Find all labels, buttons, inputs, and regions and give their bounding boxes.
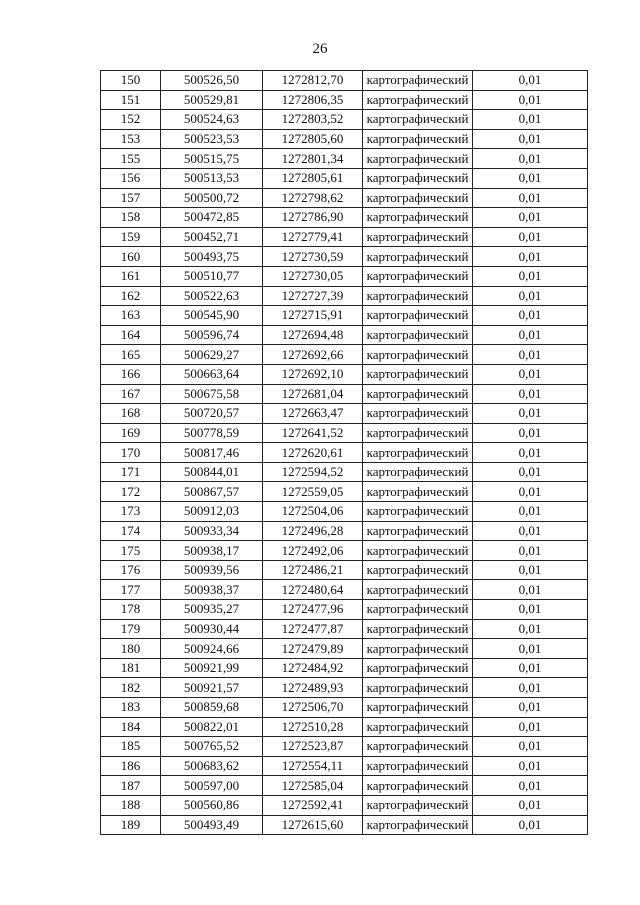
point-number-cell: 164 xyxy=(101,325,161,345)
x-coordinate-cell: 500452,71 xyxy=(161,227,263,247)
point-number-cell: 184 xyxy=(101,717,161,737)
y-coordinate-cell: 1272506,70 xyxy=(263,698,363,718)
y-coordinate-cell: 1272620,61 xyxy=(263,443,363,463)
y-coordinate-cell: 1272803,52 xyxy=(263,110,363,130)
method-cell: картографический xyxy=(363,306,473,326)
method-cell: картографический xyxy=(363,188,473,208)
x-coordinate-cell: 500921,57 xyxy=(161,678,263,698)
point-number-cell: 188 xyxy=(101,795,161,815)
point-number-cell: 165 xyxy=(101,345,161,365)
table-row xyxy=(101,345,588,365)
point-number-cell: 180 xyxy=(101,639,161,659)
point-number-cell: 176 xyxy=(101,560,161,580)
x-coordinate-cell: 500935,27 xyxy=(161,600,263,620)
x-coordinate-cell: 500629,27 xyxy=(161,345,263,365)
table-row xyxy=(101,756,588,776)
point-number-cell: 187 xyxy=(101,776,161,796)
y-coordinate-cell: 1272692,66 xyxy=(263,345,363,365)
method-cell: картографический xyxy=(363,737,473,757)
method-cell: картографический xyxy=(363,698,473,718)
x-coordinate-cell: 500522,63 xyxy=(161,286,263,306)
accuracy-cell: 0,01 xyxy=(473,502,588,522)
y-coordinate-cell: 1272510,28 xyxy=(263,717,363,737)
y-coordinate-cell: 1272730,59 xyxy=(263,247,363,267)
method-cell: картографический xyxy=(363,717,473,737)
y-coordinate-cell: 1272592,41 xyxy=(263,795,363,815)
method-cell: картографический xyxy=(363,71,473,91)
point-number-cell: 172 xyxy=(101,482,161,502)
y-coordinate-cell: 1272554,11 xyxy=(263,756,363,776)
point-number-cell: 168 xyxy=(101,404,161,424)
x-coordinate-cell: 500720,57 xyxy=(161,404,263,424)
y-coordinate-cell: 1272523,87 xyxy=(263,737,363,757)
y-coordinate-cell: 1272479,89 xyxy=(263,639,363,659)
table-row xyxy=(101,658,588,678)
y-coordinate-cell: 1272801,34 xyxy=(263,149,363,169)
x-coordinate-cell: 500596,74 xyxy=(161,325,263,345)
accuracy-cell: 0,01 xyxy=(473,795,588,815)
y-coordinate-cell: 1272812,70 xyxy=(263,71,363,91)
accuracy-cell: 0,01 xyxy=(473,286,588,306)
method-cell: картографический xyxy=(363,462,473,482)
accuracy-cell: 0,01 xyxy=(473,129,588,149)
point-number-cell: 163 xyxy=(101,306,161,326)
x-coordinate-cell: 500560,86 xyxy=(161,795,263,815)
y-coordinate-cell: 1272480,64 xyxy=(263,580,363,600)
point-number-cell: 156 xyxy=(101,168,161,188)
point-number-cell: 181 xyxy=(101,658,161,678)
table-row xyxy=(101,580,588,600)
method-cell: картографический xyxy=(363,345,473,365)
accuracy-cell: 0,01 xyxy=(473,423,588,443)
method-cell: картографический xyxy=(363,560,473,580)
x-coordinate-cell: 500822,01 xyxy=(161,717,263,737)
x-coordinate-cell: 500938,37 xyxy=(161,580,263,600)
accuracy-cell: 0,01 xyxy=(473,325,588,345)
point-number-cell: 150 xyxy=(101,71,161,91)
y-coordinate-cell: 1272805,61 xyxy=(263,168,363,188)
y-coordinate-cell: 1272477,96 xyxy=(263,600,363,620)
accuracy-cell: 0,01 xyxy=(473,168,588,188)
table-row xyxy=(101,129,588,149)
method-cell: картографический xyxy=(363,482,473,502)
x-coordinate-cell: 500597,00 xyxy=(161,776,263,796)
point-number-cell: 185 xyxy=(101,737,161,757)
point-number-cell: 158 xyxy=(101,208,161,228)
point-number-cell: 175 xyxy=(101,541,161,561)
x-coordinate-cell: 500515,75 xyxy=(161,149,263,169)
table-row xyxy=(101,423,588,443)
table-row xyxy=(101,286,588,306)
coordinates-table xyxy=(100,70,588,835)
x-coordinate-cell: 500510,77 xyxy=(161,266,263,286)
x-coordinate-cell: 500924,66 xyxy=(161,639,263,659)
method-cell: картографический xyxy=(363,129,473,149)
table-row xyxy=(101,482,588,502)
x-coordinate-cell: 500500,72 xyxy=(161,188,263,208)
y-coordinate-cell: 1272486,21 xyxy=(263,560,363,580)
x-coordinate-cell: 500675,58 xyxy=(161,384,263,404)
accuracy-cell: 0,01 xyxy=(473,600,588,620)
y-coordinate-cell: 1272489,93 xyxy=(263,678,363,698)
y-coordinate-cell: 1272694,48 xyxy=(263,325,363,345)
x-coordinate-cell: 500939,56 xyxy=(161,560,263,580)
point-number-cell: 182 xyxy=(101,678,161,698)
y-coordinate-cell: 1272484,92 xyxy=(263,658,363,678)
point-number-cell: 171 xyxy=(101,462,161,482)
x-coordinate-cell: 500765,52 xyxy=(161,737,263,757)
point-number-cell: 177 xyxy=(101,580,161,600)
accuracy-cell: 0,01 xyxy=(473,482,588,502)
point-number-cell: 186 xyxy=(101,756,161,776)
table-row xyxy=(101,149,588,169)
y-coordinate-cell: 1272492,06 xyxy=(263,541,363,561)
x-coordinate-cell: 500523,53 xyxy=(161,129,263,149)
y-coordinate-cell: 1272594,52 xyxy=(263,462,363,482)
x-coordinate-cell: 500663,64 xyxy=(161,364,263,384)
point-number-cell: 159 xyxy=(101,227,161,247)
y-coordinate-cell: 1272692,10 xyxy=(263,364,363,384)
table-row xyxy=(101,717,588,737)
y-coordinate-cell: 1272504,06 xyxy=(263,502,363,522)
method-cell: картографический xyxy=(363,110,473,130)
accuracy-cell: 0,01 xyxy=(473,580,588,600)
accuracy-cell: 0,01 xyxy=(473,717,588,737)
table-row xyxy=(101,560,588,580)
accuracy-cell: 0,01 xyxy=(473,266,588,286)
table-row xyxy=(101,737,588,757)
table-row xyxy=(101,698,588,718)
accuracy-cell: 0,01 xyxy=(473,619,588,639)
table-row xyxy=(101,90,588,110)
method-cell: картографический xyxy=(363,247,473,267)
y-coordinate-cell: 1272806,35 xyxy=(263,90,363,110)
method-cell: картографический xyxy=(363,600,473,620)
accuracy-cell: 0,01 xyxy=(473,110,588,130)
accuracy-cell: 0,01 xyxy=(473,208,588,228)
method-cell: картографический xyxy=(363,364,473,384)
table-row xyxy=(101,188,588,208)
method-cell: картографический xyxy=(363,208,473,228)
table-row xyxy=(101,306,588,326)
x-coordinate-cell: 500844,01 xyxy=(161,462,263,482)
table-row xyxy=(101,71,588,91)
method-cell: картографический xyxy=(363,227,473,247)
point-number-cell: 178 xyxy=(101,600,161,620)
table-row xyxy=(101,325,588,345)
table-row xyxy=(101,247,588,267)
method-cell: картографический xyxy=(363,580,473,600)
table-row xyxy=(101,462,588,482)
accuracy-cell: 0,01 xyxy=(473,345,588,365)
table-row xyxy=(101,443,588,463)
y-coordinate-cell: 1272730,05 xyxy=(263,266,363,286)
method-cell: картографический xyxy=(363,90,473,110)
page-number: 26 xyxy=(312,41,328,57)
table-row xyxy=(101,110,588,130)
accuracy-cell: 0,01 xyxy=(473,737,588,757)
point-number-cell: 174 xyxy=(101,521,161,541)
method-cell: картографический xyxy=(363,756,473,776)
accuracy-cell: 0,01 xyxy=(473,639,588,659)
point-number-cell: 166 xyxy=(101,364,161,384)
table-row xyxy=(101,502,588,522)
x-coordinate-cell: 500921,99 xyxy=(161,658,263,678)
accuracy-cell: 0,01 xyxy=(473,188,588,208)
x-coordinate-cell: 500493,49 xyxy=(161,815,263,835)
point-number-cell: 152 xyxy=(101,110,161,130)
accuracy-cell: 0,01 xyxy=(473,776,588,796)
y-coordinate-cell: 1272786,90 xyxy=(263,208,363,228)
x-coordinate-cell: 500817,46 xyxy=(161,443,263,463)
point-number-cell: 161 xyxy=(101,266,161,286)
y-coordinate-cell: 1272715,91 xyxy=(263,306,363,326)
method-cell: картографический xyxy=(363,502,473,522)
x-coordinate-cell: 500867,57 xyxy=(161,482,263,502)
point-number-cell: 167 xyxy=(101,384,161,404)
table-row xyxy=(101,168,588,188)
table-row xyxy=(101,227,588,247)
table-row xyxy=(101,600,588,620)
point-number-cell: 155 xyxy=(101,149,161,169)
x-coordinate-cell: 500513,53 xyxy=(161,168,263,188)
y-coordinate-cell: 1272559,05 xyxy=(263,482,363,502)
point-number-cell: 169 xyxy=(101,423,161,443)
y-coordinate-cell: 1272798,62 xyxy=(263,188,363,208)
accuracy-cell: 0,01 xyxy=(473,384,588,404)
table-row xyxy=(101,795,588,815)
coordinates-table-body xyxy=(101,71,588,835)
accuracy-cell: 0,01 xyxy=(473,541,588,561)
table-row xyxy=(101,776,588,796)
y-coordinate-cell: 1272496,28 xyxy=(263,521,363,541)
point-number-cell: 170 xyxy=(101,443,161,463)
method-cell: картографический xyxy=(363,149,473,169)
table-row xyxy=(101,619,588,639)
table-row xyxy=(101,815,588,835)
x-coordinate-cell: 500683,62 xyxy=(161,756,263,776)
method-cell: картографический xyxy=(363,815,473,835)
x-coordinate-cell: 500859,68 xyxy=(161,698,263,718)
x-coordinate-cell: 500472,85 xyxy=(161,208,263,228)
method-cell: картографический xyxy=(363,619,473,639)
accuracy-cell: 0,01 xyxy=(473,560,588,580)
accuracy-cell: 0,01 xyxy=(473,815,588,835)
table-row xyxy=(101,208,588,228)
point-number-cell: 189 xyxy=(101,815,161,835)
y-coordinate-cell: 1272779,41 xyxy=(263,227,363,247)
method-cell: картографический xyxy=(363,678,473,698)
accuracy-cell: 0,01 xyxy=(473,149,588,169)
table-row xyxy=(101,521,588,541)
method-cell: картографический xyxy=(363,423,473,443)
point-number-cell: 153 xyxy=(101,129,161,149)
x-coordinate-cell: 500524,63 xyxy=(161,110,263,130)
accuracy-cell: 0,01 xyxy=(473,521,588,541)
y-coordinate-cell: 1272585,04 xyxy=(263,776,363,796)
x-coordinate-cell: 500938,17 xyxy=(161,541,263,561)
table-row xyxy=(101,404,588,424)
method-cell: картографический xyxy=(363,541,473,561)
table-row xyxy=(101,639,588,659)
accuracy-cell: 0,01 xyxy=(473,227,588,247)
method-cell: картографический xyxy=(363,658,473,678)
accuracy-cell: 0,01 xyxy=(473,678,588,698)
table-row xyxy=(101,364,588,384)
method-cell: картографический xyxy=(363,443,473,463)
table-row xyxy=(101,541,588,561)
x-coordinate-cell: 500545,90 xyxy=(161,306,263,326)
accuracy-cell: 0,01 xyxy=(473,90,588,110)
accuracy-cell: 0,01 xyxy=(473,247,588,267)
method-cell: картографический xyxy=(363,521,473,541)
accuracy-cell: 0,01 xyxy=(473,306,588,326)
method-cell: картографический xyxy=(363,776,473,796)
y-coordinate-cell: 1272663,47 xyxy=(263,404,363,424)
point-number-cell: 179 xyxy=(101,619,161,639)
point-number-cell: 151 xyxy=(101,90,161,110)
table-row xyxy=(101,678,588,698)
x-coordinate-cell: 500526,50 xyxy=(161,71,263,91)
method-cell: картографический xyxy=(363,384,473,404)
y-coordinate-cell: 1272615,60 xyxy=(263,815,363,835)
method-cell: картографический xyxy=(363,795,473,815)
method-cell: картографический xyxy=(363,404,473,424)
x-coordinate-cell: 500930,44 xyxy=(161,619,263,639)
accuracy-cell: 0,01 xyxy=(473,756,588,776)
method-cell: картографический xyxy=(363,168,473,188)
accuracy-cell: 0,01 xyxy=(473,364,588,384)
y-coordinate-cell: 1272805,60 xyxy=(263,129,363,149)
accuracy-cell: 0,01 xyxy=(473,462,588,482)
x-coordinate-cell: 500529,81 xyxy=(161,90,263,110)
y-coordinate-cell: 1272477,87 xyxy=(263,619,363,639)
table-row xyxy=(101,384,588,404)
point-number-cell: 173 xyxy=(101,502,161,522)
x-coordinate-cell: 500912,03 xyxy=(161,502,263,522)
accuracy-cell: 0,01 xyxy=(473,71,588,91)
point-number-cell: 183 xyxy=(101,698,161,718)
accuracy-cell: 0,01 xyxy=(473,658,588,678)
y-coordinate-cell: 1272727,39 xyxy=(263,286,363,306)
accuracy-cell: 0,01 xyxy=(473,443,588,463)
y-coordinate-cell: 1272681,04 xyxy=(263,384,363,404)
x-coordinate-cell: 500493,75 xyxy=(161,247,263,267)
accuracy-cell: 0,01 xyxy=(473,698,588,718)
point-number-cell: 157 xyxy=(101,188,161,208)
y-coordinate-cell: 1272641,52 xyxy=(263,423,363,443)
point-number-cell: 160 xyxy=(101,247,161,267)
method-cell: картографический xyxy=(363,325,473,345)
x-coordinate-cell: 500778,59 xyxy=(161,423,263,443)
point-number-cell: 162 xyxy=(101,286,161,306)
method-cell: картографический xyxy=(363,266,473,286)
x-coordinate-cell: 500933,34 xyxy=(161,521,263,541)
table-row xyxy=(101,266,588,286)
accuracy-cell: 0,01 xyxy=(473,404,588,424)
method-cell: картографический xyxy=(363,639,473,659)
method-cell: картографический xyxy=(363,286,473,306)
